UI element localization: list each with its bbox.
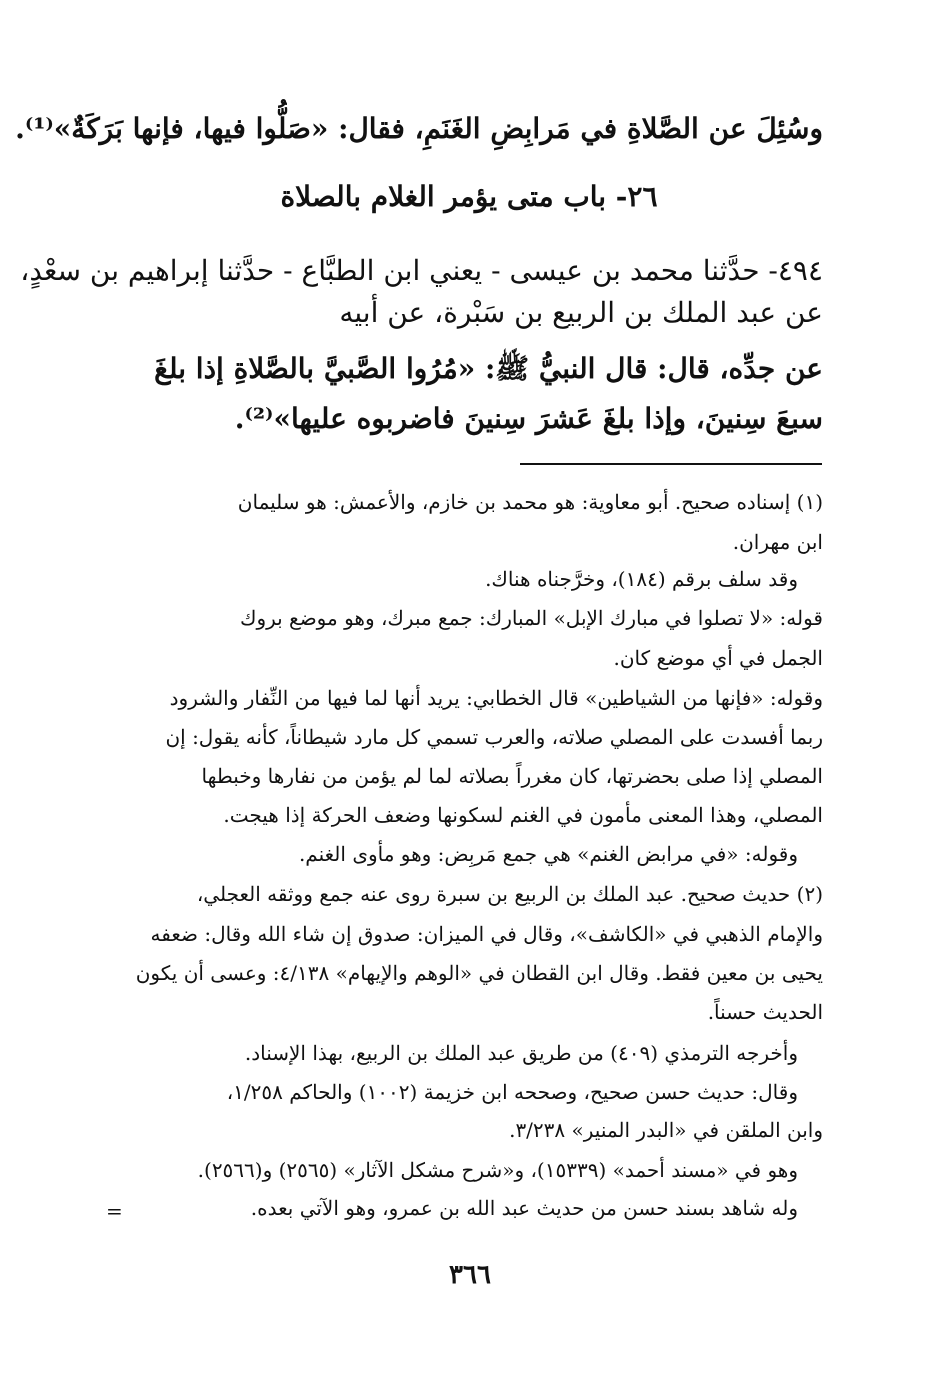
footnote-line: (١) إسناده صحيح. أبو معاوية: هو محمد بن خازم، والأعمش: هو سليمان bbox=[237, 490, 823, 514]
footnote-line: (٢) حديث صحيح. عبد الملك بن الربيع بن سبرة روى عنه جمع ووثقه العجلي، bbox=[196, 882, 823, 906]
footnote-line: وابن الملقن في «البدر المنير» ٣/٢٣٨. bbox=[509, 1118, 823, 1142]
footnote-line: الجمل في أي موضع كان. bbox=[613, 646, 823, 670]
footnote-line: ابن مهران. bbox=[732, 530, 823, 554]
footnote-line: وهو في «مسند أحمد» (١٥٣٣٩)، و«شرح مشكل الآثار» (٢٥٦٥) و(٢٥٦٦). bbox=[197, 1158, 798, 1182]
chapter-heading: ٢٦- باب متى يؤمر الغلام بالصلاة bbox=[280, 180, 658, 213]
continuation-mark: = bbox=[106, 1199, 123, 1223]
footnote-line: المصلي، وهذا المعنى مأمون في الغنم لسكونها وضعف الحركة إذا هيجت. bbox=[223, 803, 823, 827]
hadith-matn-line-1: عن جدِّه، قال: قال النبيُّ ﷺ: «مُرُوا الصَّبيَّ بالصَّلاةِ إذا بلغَ bbox=[154, 352, 823, 385]
footnote-line: قوله: «لا تصلوا في مبارك الإبل» المبارك: جمع مبرك، وهو موضع بروك bbox=[239, 606, 823, 630]
footnote-line: وأخرجه الترمذي (٤٠٩) من طريق عبد الملك بن الربيع، بهذا الإسناد. bbox=[244, 1041, 798, 1065]
footnote-line: وقال: حديث حسن صحيح، وصححه ابن خزيمة (١٠٠٢) والحاكم ١/٢٥٨، bbox=[226, 1080, 798, 1104]
hadith-isnad-line-1: ٤٩٤- حدَّثنا محمد بن عيسى - يعني ابن الطبَّاع - حدَّثنا إبراهيم بن سعْدٍ، bbox=[20, 254, 823, 287]
footnote-line: والإمام الذهبي في «الكاشف»، وقال في الميزان: صدوق إن شاء الله وقال: ضعفه bbox=[150, 922, 823, 946]
top-hadith-line: وسُئِلَ عن الصَّلاةِ في مَرابِضِ الغَنَمِ، فقال: «صَلُّوا فيها، فإنها بَرَكَةٌ»⁽¹⁾. bbox=[15, 112, 823, 145]
hadith-isnad-line-2: عن عبد الملك بن الربيع بن سَبْرة، عن أبيه bbox=[339, 296, 823, 329]
footnote-line: المصلي إذا صلى بحضرتها، كان مغرراً بصلاته لما لم يؤمن من نفارها وخبطها bbox=[201, 764, 823, 788]
footnote-line: وقوله: «فإنها من الشياطين» قال الخطابي: يريد أنها لما فيها من النِّفار والشرود bbox=[169, 686, 823, 710]
footnote-line: الحديث حسناً. bbox=[707, 1000, 823, 1024]
page-number: ٣٦٦ bbox=[449, 1260, 491, 1290]
footnote-divider bbox=[520, 463, 822, 465]
hadith-matn-line-2: سبعَ سِنينَ، وإذا بلغَ عَشرَ سِنينَ فاضربوه عليها»⁽²⁾. bbox=[234, 402, 823, 435]
footnote-line: وقوله: «في مرابض الغنم» هي جمع مَربِض: وهو مأوى الغنم. bbox=[298, 842, 798, 866]
footnote-line: ربما أفسدت على المصلي صلاته، والعرب تسمي كل مارد شيطاناً، كأنه يقول: إن bbox=[165, 725, 823, 749]
footnote-line: يحيى بن معين فقط. وقال ابن القطان في «الوهم والإيهام» ٤/١٣٨: وعسى أن يكون bbox=[135, 961, 823, 985]
footnote-line: وله شاهد بسند حسن من حديث عبد الله بن عمرو، وهو الآتي بعده. bbox=[250, 1196, 798, 1220]
footnote-line: وقد سلف برقم (١٨٤)، وخرَّجناه هناك. bbox=[485, 567, 798, 591]
